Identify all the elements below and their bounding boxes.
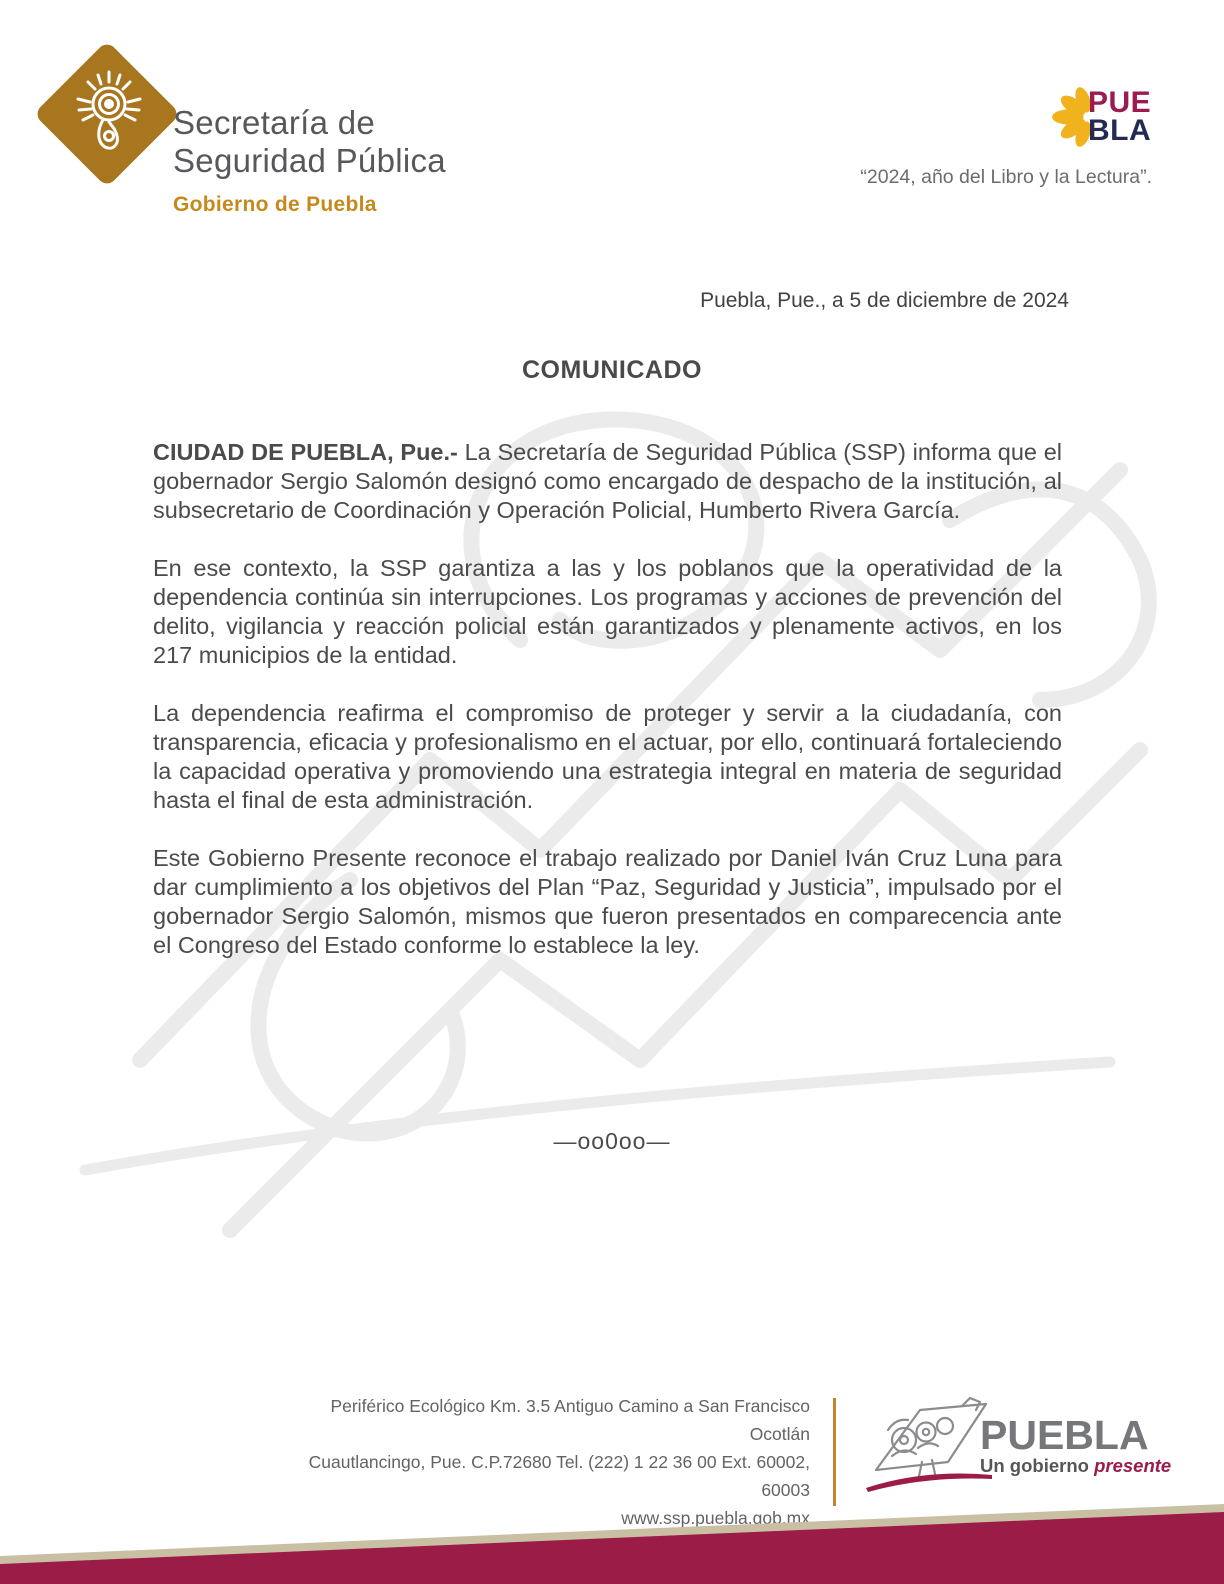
brand-bla: BLA: [1088, 114, 1152, 147]
closing-mark: —oo0oo—: [553, 1128, 671, 1154]
emblem-underline-swoosh: [866, 1474, 992, 1492]
org-name-line2: Seguridad Pública: [173, 142, 446, 179]
puebla-brand-wordmark: [1088, 86, 1152, 147]
paragraph-1: [153, 438, 1062, 525]
paragraph-1-text: La Secretaría de Seguridad Pública (SSP) informa que el gobernador Sergio Salomón designó como encargado de despacho de la institución, al subsecretario de Coordinación y Operación Policial, Humberto Rivera García.: [153, 439, 1062, 523]
paragraph-1-lead: CIUDAD DE PUEBLA, Pue.-: [153, 439, 458, 465]
puebla-brand-logo: [1038, 78, 1151, 156]
dateline: Puebla, Pue., a 5 de diciembre de 2024: [700, 289, 1069, 312]
paragraph-4: Este Gobierno Presente reconoce el trabajo realizado por Daniel Iván Cruz Luna para dar cumplimiento a los objetivos del Plan “Paz, Seguridad y Justicia”, impulsado por el gobernador Sergio Salomón, mismos que fueron presentados en comparecencia ante el Congreso del Estado conforme lo establece la ley.: [153, 845, 1062, 958]
tagline-accent: presente: [1094, 1455, 1172, 1476]
paragraph-2: En ese contexto, la SSP garantiza a las y los poblanos que la operatividad de la dependencia continúa sin interrupciones. Los programas y acciones de prevención del delito, vigilancia y reacción policial están garantizados y plenamente activos, en los 217 municipios de la entidad.: [153, 555, 1062, 668]
footer-website: www.ssp.puebla.gob.mx: [621, 1508, 810, 1528]
brand-pue: PUE: [1088, 86, 1152, 119]
footer-brand-name: PUEBLA: [980, 1412, 1149, 1458]
footer-divider-line: [833, 1398, 836, 1506]
org-name: [173, 104, 446, 180]
address-line-2: Cuautlancingo, Pue. C.P.72680 Tel. (222) 1 22 36 00 Ext. 60002, 60003: [308, 1452, 810, 1500]
puebla-angels-emblem-icon: [862, 1384, 994, 1500]
paragraph-3: La dependencia reafirma el compromiso de proteger y servir a la ciudadanía, con transparencia, eficacia y profesionalismo en el actuar, por ello, continuará fortaleciendo la capacidad operativa y promoviendo una estrategia integral en materia de seguridad hasta el final de esta administración.: [153, 700, 1062, 813]
document-title: COMUNICADO: [522, 356, 702, 384]
org-name-line1: Secretaría de: [173, 104, 376, 141]
footer-tagline: [980, 1456, 1171, 1476]
bottom-diagonal-band: [0, 1494, 1224, 1584]
org-subtitle: Gobierno de Puebla: [173, 193, 377, 216]
aztec-bird-icon: [57, 64, 157, 164]
tagline-prefix: Un gobierno: [980, 1455, 1089, 1476]
footer-brand: [980, 1414, 1171, 1476]
year-legend: “2024, año del Libro y la Lectura”.: [860, 166, 1152, 188]
address-line-1: Periférico Ecológico Km. 3.5 Antiguo Camino a San Francisco Ocotlán: [330, 1396, 810, 1444]
document-body: [153, 438, 1062, 989]
